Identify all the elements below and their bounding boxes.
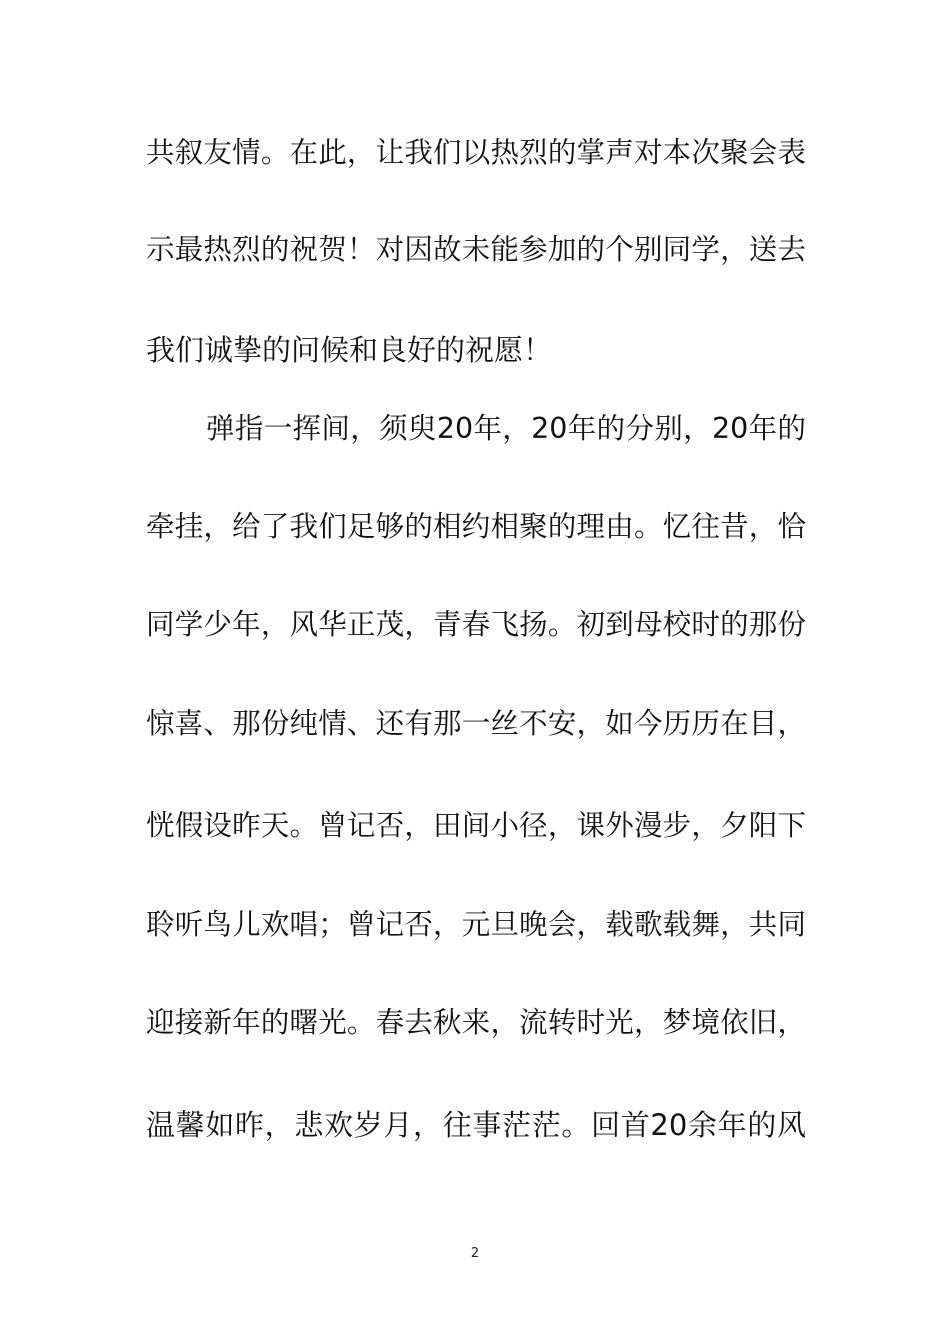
text-line-6: 同学少年，风华正茂，青春飞扬。初到母校时的那份 (146, 608, 806, 641)
text-line-1: 共叙友情。在此，让我们以热烈的掌声对本次聚会表 (146, 136, 806, 169)
text-line-8: 恍假设昨天。曾记否，田间小径，课外漫步，夕阳下 (146, 809, 806, 842)
text-line-2: 示最热烈的祝贺！对因故未能参加的个别同学，送去 (146, 233, 806, 266)
text-line-7: 惊喜、那份纯情、还有那一丝不安，如今历历在目， (146, 707, 806, 740)
text-line-3: 我们诚挚的问候和良好的祝愿！ (146, 333, 553, 367)
text-line-10: 迎接新年的曙光。春去秋来，流转时光，梦境依旧， (146, 1006, 806, 1039)
page-number: 2 (470, 1246, 480, 1261)
text-line-5: 牵挂，给了我们足够的相约相聚的理由。忆往昔，恰 (146, 510, 806, 543)
text-line-11: 温馨如昨，悲欢岁月，往事茫茫。回首20余年的风 (146, 1108, 806, 1142)
text-line-9: 聆听鸟儿欢唱；曾记否，元旦晚会，载歌载舞，共同 (146, 908, 806, 941)
text-line-4: 弹指一挥间，须臾20年，20年的分别，20年的 (206, 412, 806, 445)
